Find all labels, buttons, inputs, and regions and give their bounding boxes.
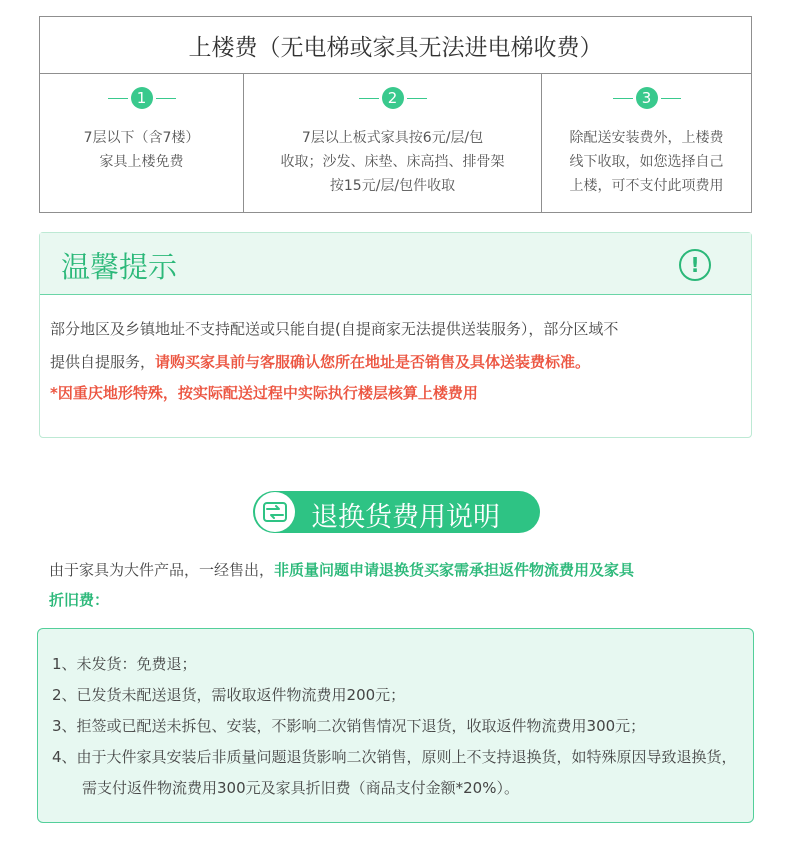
fee-text-line: 除配送安装费外，上楼费 [569,130,724,146]
fee-column-text [554,126,739,198]
tips-header [40,233,751,295]
fee-column-2 [244,74,542,212]
tips-line-2: 提供自提服务，请购买家具前与客服确认您所在地址是否销售及具体送装费标准。 [50,353,591,371]
fee-text-line: 7层以下（含7楼） [83,130,200,146]
fee-column-text [256,126,529,198]
tips-line-1: 部分地区及乡镇地址不支持配送或只能自提(自提商家无法提供送装服务），部分区域不 [50,320,619,338]
tips-note: *因重庆地形特殊，按实际配送过程中实际执行楼层核算上楼费用 [50,384,478,402]
tips-box [39,232,752,438]
fee-text-line: 家具上楼免费 [99,154,184,170]
fee-column-text [52,126,231,174]
fee-text-line: 线下收取，如您选择自己 [569,154,724,170]
stair-fee-columns [40,74,751,212]
stair-fee-table [39,16,752,213]
fee-column-3 [542,74,751,212]
step-number: 2 [382,87,404,109]
fee-column-1 [40,74,244,212]
return-intro [49,555,754,615]
tips-title: 温馨提示 [61,250,178,284]
step-indicator [542,87,751,109]
return-policy-banner [253,491,540,533]
exclamation-circle-icon: ! [679,249,711,281]
step-indicator [40,87,243,109]
tips-highlight: 请购买家具前与客服确认您所在地址是否销售及具体送装费标准。 [155,353,591,371]
fee-text-line: 7层以上板式家具按6元/层/包 [301,130,484,146]
intro-line-2: 折旧费： [49,591,110,609]
stair-fee-title: 上楼费（无电梯或家具无法进电梯收费） [40,17,751,74]
exchange-icon [255,492,295,532]
intro-highlight: 非质量问题申请退换货买家需承担返件物流费用及家具 [274,561,635,579]
return-rules-list [52,649,747,804]
rule-item: 3、拒签或已配送未拆包、安装，不影响二次销售情况下退货，收取返件物流费用300元； [52,717,646,735]
fee-text-line: 上楼，可不支付此项费用 [569,178,724,194]
fee-text-line: 按15元/层/包件收取 [329,178,456,194]
banner-title: 退换货费用说明 [311,502,500,533]
step-number: 3 [636,87,658,109]
rule-item: 4、由于大件家具安装后非质量问题退货影响二次销售，原则上不支持退换货，如特殊原因导致退换货，需支付返件物流费用300元及家具折旧费（商品支付金额*20%）。 [52,748,737,797]
rule-item: 1、未发货：免费退； [52,655,197,673]
step-indicator [244,87,541,109]
rule-item: 2、已发货未配送退货，需收取返件物流费用200元； [52,686,406,704]
intro-line-1: 由于家具为大件产品，一经售出，非质量问题申请退换货买家需承担返件物流费用及家具 [49,561,635,579]
tips-body [50,313,743,379]
return-rules-box [37,628,754,823]
step-number: 1 [131,87,153,109]
fee-text-line: 收取；沙发、床垫、床高挡、排骨架 [280,154,505,170]
